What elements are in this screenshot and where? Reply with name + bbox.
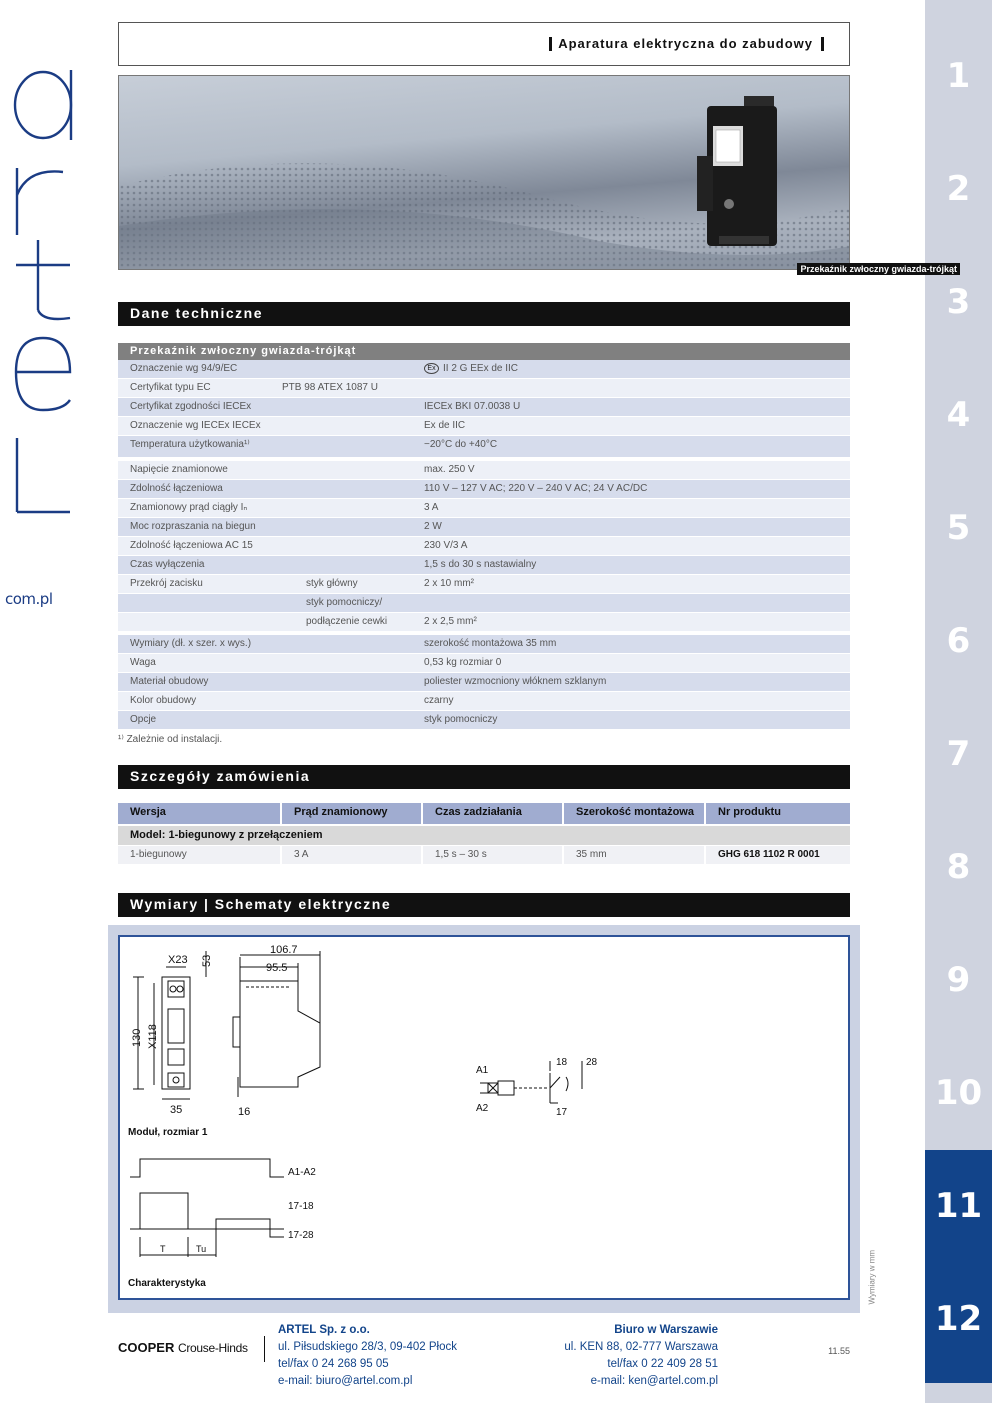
chapter-tab[interactable]: 10 — [934, 1073, 983, 1113]
row-value — [424, 483, 647, 494]
dim-16: 16 — [238, 1106, 251, 1118]
module-label: Moduł, rozmiar 1 — [128, 1127, 208, 1138]
relay-device-image — [697, 96, 777, 246]
model-row: Model: 1-biegunowy z przełączeniem — [118, 826, 850, 845]
timing-label-1718: 17-18 — [288, 1201, 314, 1212]
row-label: Materiał obudowy — [130, 676, 209, 687]
table-row — [118, 499, 850, 518]
row-value — [424, 521, 442, 532]
row-value — [424, 540, 467, 551]
order-table — [118, 803, 850, 864]
artel-logo — [8, 60, 78, 520]
row-label: Wymiary (dł. x szer. x wys.) — [130, 638, 252, 649]
row-value-text: poliester wzmocniony włóknem szklanym — [424, 676, 607, 687]
table-row — [118, 613, 850, 632]
table-row — [118, 692, 850, 711]
row-label: Kolor obudowy — [130, 695, 197, 706]
row-value — [424, 676, 606, 687]
dim-35: 35 — [170, 1104, 183, 1116]
table-row — [118, 654, 850, 673]
chapter-tab[interactable]: 3 — [946, 282, 971, 322]
chapter-tab[interactable]: 12 — [925, 1263, 992, 1383]
row-label: Oznaczenie wg 94/9/EC — [130, 363, 238, 374]
chapter-tab[interactable]: 2 — [946, 169, 971, 209]
col-header: Czas zadziałania — [423, 803, 564, 824]
row-value-text: 110 V – 127 V AC; 220 V – 240 V AC; 24 V AC/DC — [424, 483, 648, 494]
timing-1718 — [130, 1193, 284, 1229]
table-row — [118, 556, 850, 575]
row-label: Oznaczenie wg IECEx IECEx — [130, 420, 261, 431]
address-plock: ARTEL Sp. z o.o. ul. Piłsudskiego 28/3, 09-402 Płock tel/fax 0 24 268 95 05 e-mail: biuro@artel.com.pl — [278, 1322, 457, 1390]
header-title: Aparatura elektryczna do zabudowy — [558, 36, 813, 51]
row-mid: styk główny — [306, 578, 358, 589]
email-link[interactable]: e-mail: biuro@artel.com.pl — [278, 1375, 413, 1387]
banner-image — [119, 76, 850, 270]
row-value — [424, 502, 438, 513]
table-row — [118, 417, 850, 436]
row-value-text: 0,53 kg rozmiar 0 — [424, 657, 502, 668]
row-label: Czas wyłączenia — [130, 559, 205, 570]
section-dims-title: Wymiary | Schematy elektryczne — [118, 893, 850, 917]
product-number: GHG 618 1102 R 0001 — [718, 849, 820, 860]
row-value — [424, 657, 501, 668]
section-tech-title: Dane techniczne — [118, 302, 850, 326]
banner-caption: Przekaźnik zwłoczny gwiazda-trójkąt — [797, 263, 960, 275]
row-value-text: IECEx BKI 07.0038 U — [424, 401, 521, 412]
row-value — [424, 464, 475, 475]
timing-label-a1a2: A1-A2 — [288, 1167, 316, 1178]
module-front-outline — [162, 977, 190, 1089]
row-label: Opcje — [130, 714, 157, 725]
row-value-text: 2 x 2,5 mm² — [424, 616, 477, 627]
table-row — [118, 711, 850, 730]
cell: 35 mm — [564, 846, 706, 864]
table-row — [118, 480, 850, 499]
row-value — [424, 616, 477, 627]
email-link[interactable]: e-mail: ken@artel.com.pl — [590, 1375, 718, 1387]
table-row — [118, 398, 850, 417]
cell: 3 A — [282, 846, 423, 864]
chapter-tab-bar — [925, 0, 992, 1403]
table-row — [118, 461, 850, 480]
row-value — [424, 638, 556, 649]
schema-a1: A1 — [476, 1065, 489, 1076]
dim-53: 53 — [201, 954, 213, 967]
ex-mark-icon: Ex — [424, 363, 439, 374]
row-value-text: 2 W — [424, 521, 442, 532]
col-header: Prąd znamionowy — [282, 803, 423, 824]
table-row — [118, 673, 850, 692]
row-label: Znamionowy prąd ciągły Iₙ — [130, 502, 248, 513]
timing-t: T — [160, 1244, 166, 1254]
product-banner — [118, 75, 850, 270]
timing-label-1728: 17-28 — [288, 1230, 314, 1241]
characteristic-label: Charakterystyka — [128, 1278, 206, 1289]
chapter-tab[interactable]: 6 — [946, 621, 971, 661]
cell: 1-biegunowy — [118, 846, 282, 864]
dim-1067: 106.7 — [270, 944, 298, 956]
row-value-text: 3 A — [424, 502, 439, 513]
row-value — [424, 420, 465, 431]
dims-panel — [118, 935, 850, 1300]
address-warszawa: Biuro w Warszawie ul. KEN 88, 02-777 Warszawa tel/fax 0 22 409 28 51 e-mail: ken@artel.com.pl — [564, 1322, 718, 1390]
table-row — [118, 575, 850, 594]
row-mid: PTB 98 ATEX 1087 U — [282, 382, 378, 393]
row-value — [424, 363, 518, 374]
row-value — [424, 695, 453, 706]
row-value-text: 1,5 s do 30 s nastawialny — [424, 559, 537, 570]
table-row — [118, 594, 850, 613]
order-table-header — [118, 803, 850, 824]
table-row — [118, 635, 850, 654]
chapter-tab[interactable]: 5 — [946, 508, 971, 548]
table-row — [118, 379, 850, 398]
dim-130: 130 — [131, 1028, 143, 1047]
row-value — [424, 714, 497, 725]
row-label: Napięcie znamionowe — [130, 464, 228, 475]
row-value-text: 2 x 10 mm² — [424, 578, 475, 589]
dim-x118: X118 — [147, 1024, 159, 1049]
row-label: Temperatura użytkowania¹⁾ — [130, 439, 250, 450]
units-note: Wymiary w mm — [867, 1249, 877, 1305]
row-value — [424, 439, 497, 450]
row-value-text: szerokość montażowa 35 mm — [424, 638, 557, 649]
chapter-tab[interactable]: 1 — [946, 56, 971, 96]
chapter-tab[interactable]: 9 — [946, 960, 971, 1000]
schema-17: 17 — [556, 1107, 568, 1118]
page-header — [118, 22, 850, 66]
row-label: Waga — [130, 657, 156, 668]
table-row — [118, 518, 850, 537]
cell: 1,5 s – 30 s — [423, 846, 564, 864]
schema-18: 18 — [556, 1057, 568, 1068]
schema-28: 28 — [586, 1057, 598, 1068]
section-order-title: Szczegóły zamówienia — [118, 765, 850, 789]
row-value-text: II 2 G EEx de IIC — [443, 363, 519, 375]
timing-a1a2 — [130, 1159, 284, 1177]
page-footer — [118, 1320, 850, 1390]
row-value-text: −20°C do +40°C — [424, 439, 498, 450]
dim-955: 95.5 — [266, 962, 288, 974]
footer-divider — [264, 1336, 265, 1362]
row-label: Przekrój zacisku — [130, 578, 203, 589]
col-header: Wersja — [118, 803, 282, 824]
row-value-text: czarny — [424, 695, 454, 706]
col-header: Szerokość montażowa — [564, 803, 706, 824]
tech-table-title: Przekaźnik zwłoczny gwiazda-trójkąt — [118, 343, 850, 360]
footnote: ¹⁾ Zależnie od instalacji. — [118, 734, 223, 745]
row-value-text: styk pomocniczy — [424, 714, 498, 725]
chapter-tab[interactable]: 4 — [946, 395, 971, 435]
row-value-text: Ex de IIC — [424, 420, 466, 431]
row-label: Zdolność łączeniowa — [130, 483, 223, 494]
row-value — [424, 578, 474, 589]
row-value — [424, 401, 520, 412]
table-row — [118, 436, 850, 458]
cooper-logo: COOPER Crouse-Hinds — [118, 1340, 248, 1355]
page-number: 11.55 — [828, 1346, 850, 1356]
table-row — [118, 846, 850, 864]
row-value — [424, 559, 536, 570]
schema-a2: A2 — [476, 1103, 489, 1114]
dimension-drawings — [120, 937, 848, 1298]
module-side-outline — [240, 981, 320, 1087]
chapter-tab[interactable]: 7 — [946, 734, 971, 774]
table-row — [118, 537, 850, 556]
row-value-text: 230 V/3 A — [424, 540, 468, 551]
table-row — [118, 360, 850, 379]
row-label: Zdolność łączeniowa AC 15 — [130, 540, 253, 551]
col-header: Nr produktu — [718, 806, 781, 818]
tech-table — [118, 343, 850, 730]
chapter-tab[interactable]: 11 — [925, 1150, 992, 1263]
row-label: Certyfikat typu EC — [130, 382, 211, 393]
row-mid: styk pomocniczy/ — [306, 597, 383, 608]
brand-url: com.pl — [5, 590, 53, 608]
row-label: Certyfikat zgodności IECEx — [130, 401, 252, 412]
timing-tu: Tu — [196, 1244, 207, 1254]
row-label: Moc rozpraszania na biegun — [130, 521, 256, 532]
row-value-text: max. 250 V — [424, 464, 475, 475]
row-mid: podłączenie cewki — [306, 616, 388, 627]
chapter-tab[interactable]: 8 — [946, 847, 971, 887]
dim-x23: X23 — [168, 954, 188, 966]
